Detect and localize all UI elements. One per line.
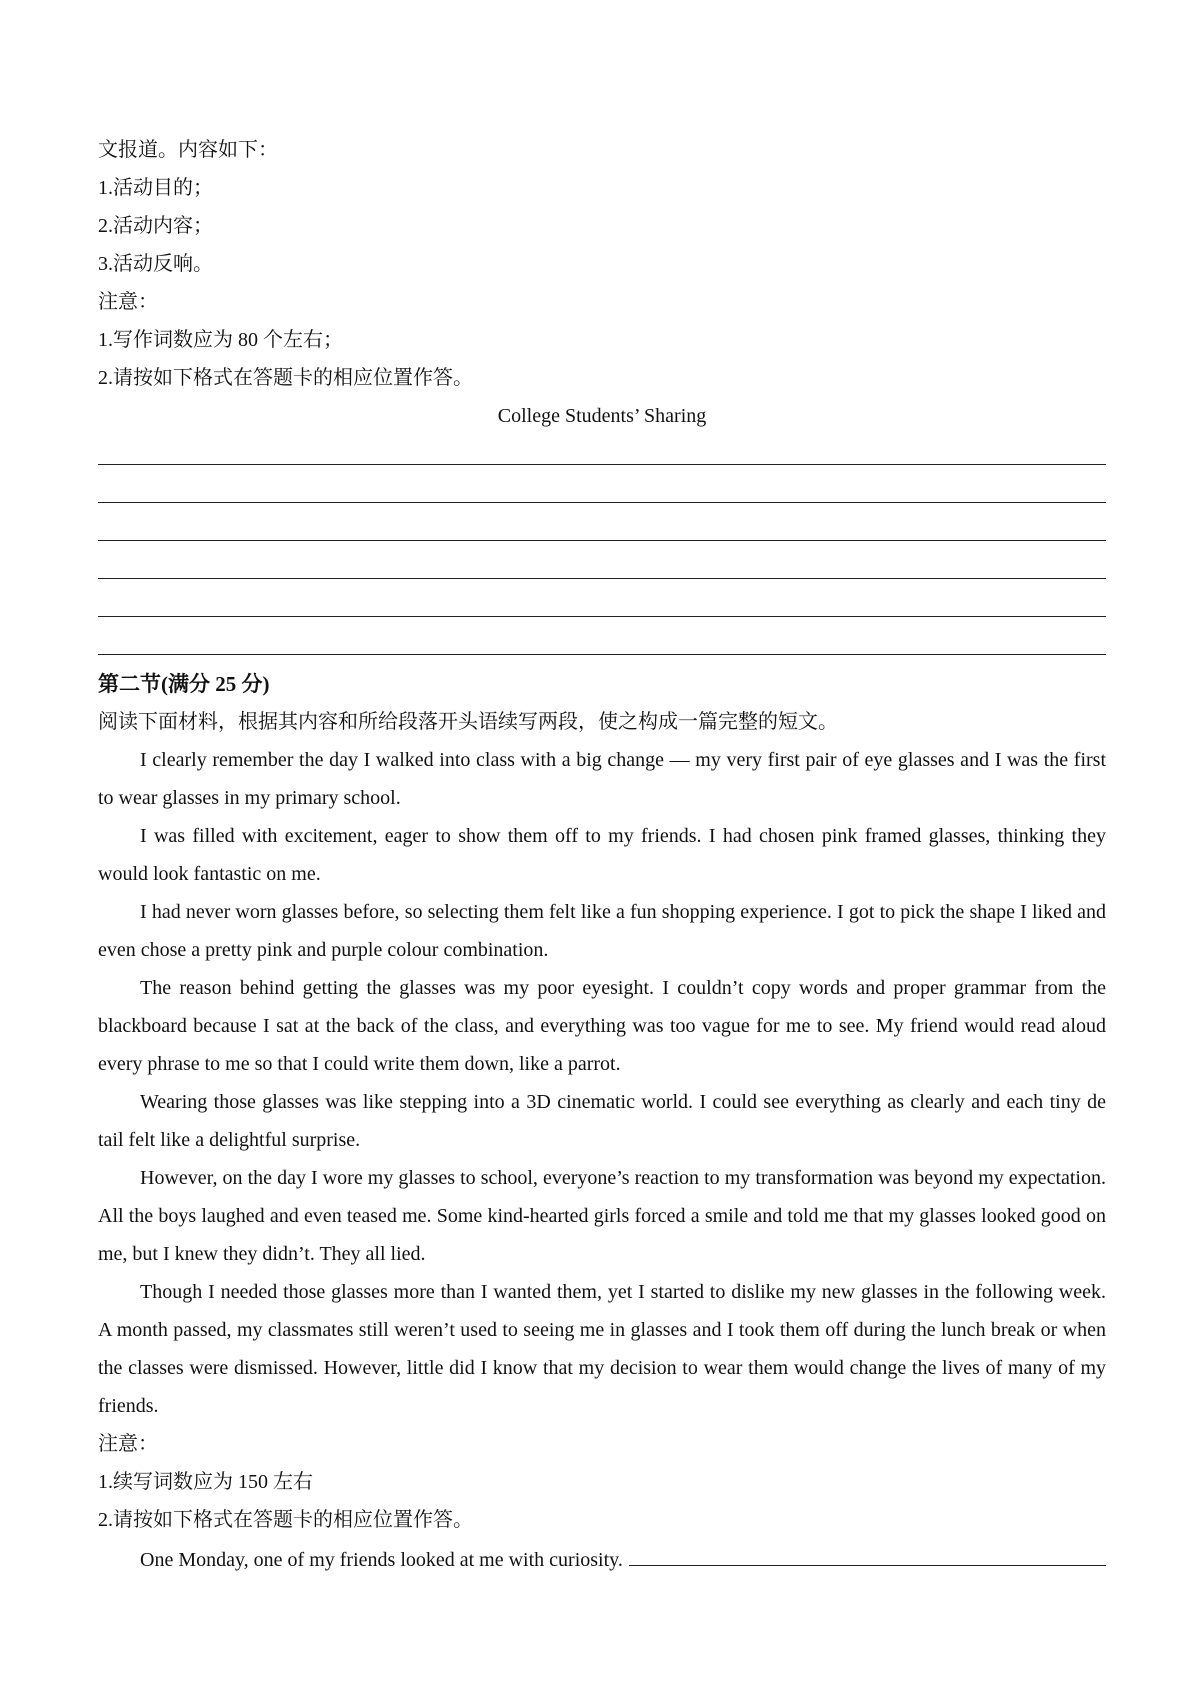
answer-lines [98,435,1106,663]
answer-line[interactable] [98,511,1106,549]
continuation-blank[interactable] [629,1539,1106,1566]
continuation-line [98,1539,1106,1579]
task-point-3: 3.活动反响。 [98,253,213,275]
essay-title: College Students’ Sharing [497,405,707,427]
story-paragraph: Though I needed those glasses more than I wanted them, yet I started to dislike my new glasses in the following week. A month passed, my classmates still weren’t used to seeing me in glasses and I took them off during the lunch break or when the classes were dismissed. However, little did I know that my decision to wear them would change the lives of many of my friends. [98,1281,1106,1417]
story-paragraph: Wearing those glasses was like stepping into a 3D cinematic world. I could see everything as clearly and each tiny de tail felt like a delightful surprise. [98,1091,1106,1151]
task-note-label: 注意： [98,291,158,313]
answer-line[interactable] [98,625,1106,663]
task-note-2: 2.请按如下格式在答题卡的相应位置作答。 [98,367,473,389]
story-paragraph: I was filled with excitement, eager to show them off to my friends. I had chosen pink framed glasses, thinking they would look fantastic on me. [98,825,1106,885]
story-paragraph: However, on the day I wore my glasses to school, everyone’s reaction to my transformation was beyond my expectation. All the boys laughed and even teased me. Some kind-hearted girls forced a smile and told me that my glasses looked good on me, but I knew they didn’t. They all lied. [98,1167,1106,1265]
answer-line[interactable] [98,473,1106,511]
section-note-label: 注意： [98,1433,158,1455]
answer-line[interactable] [98,435,1106,473]
section-heading: 第二节(满分 25 分) [98,672,270,696]
section-instruction: 阅读下面材料，根据其内容和所给段落开头语续写两段，使之构成一篇完整的短文。 [98,711,838,733]
continuation-start: One Monday, one of my friends looked at me with curiosity. [140,1549,623,1571]
story-paragraph: I had never worn glasses before, so selecting them felt like a fun shopping experience. I got to pick the shape I liked and even chose a pretty pink and purple colour combination. [98,901,1106,961]
answer-line[interactable] [98,549,1106,587]
answer-line[interactable] [98,587,1106,625]
story-paragraph: I clearly remember the day I walked into class with a big change — my very first pair of eye glasses and I was the first to wear glasses in my primary school. [98,749,1106,809]
story-paragraph: The reason behind getting the glasses was my poor eyesight. I couldn’t copy words and proper grammar from the blackboard because I sat at the back of the class, and everything was too vague for me to see. My friend would read aloud every phrase to me so that I could write them down, like a parrot. [98,977,1106,1075]
task-point-2: 2.活动内容； [98,215,213,237]
section-note-1: 1.续写词数应为 150 左右 [98,1471,313,1493]
section-note-2: 2.请按如下格式在答题卡的相应位置作答。 [98,1509,473,1531]
page-content [98,131,1106,1579]
task-note-1: 1.写作词数应为 80 个左右； [98,329,343,351]
task-point-1: 1.活动目的； [98,177,213,199]
task-intro-line: 文报道。内容如下： [98,139,278,161]
